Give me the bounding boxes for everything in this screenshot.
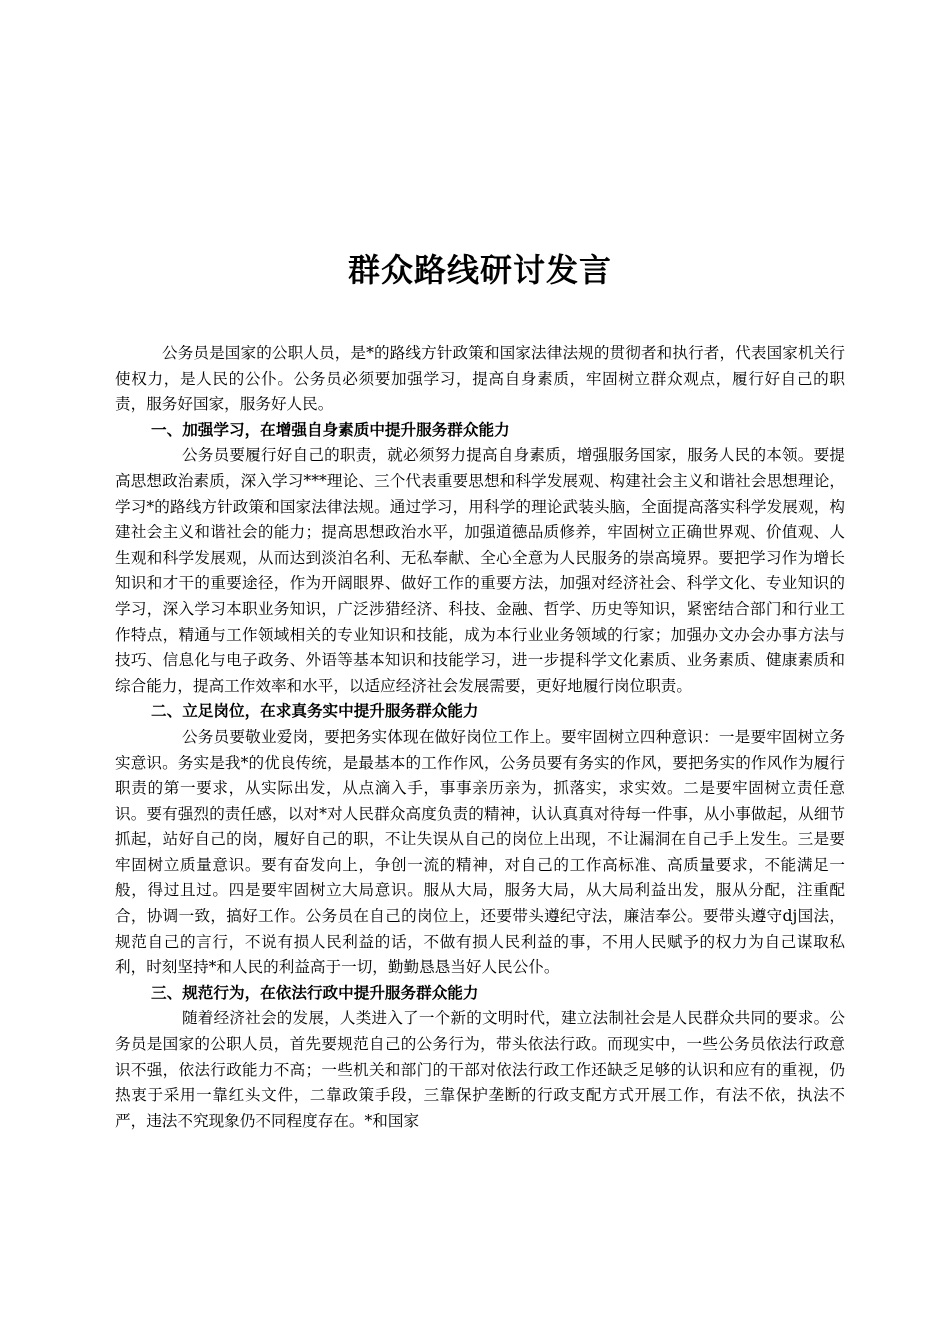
section-heading-2: 二、立足岗位，在求真务实中提升服务群众能力 (151, 702, 479, 721)
section-heading-1: 一、加强学习，在增强自身素质中提升服务群众能力 (151, 420, 510, 439)
document-body (115, 341, 845, 1134)
document-title: 群众路线研讨发言 (347, 251, 612, 289)
section-heading-3: 三、规范行为，在依法行政中提升服务群众能力 (151, 983, 479, 1002)
section-paragraph-1: 公务员要履行好自己的职责，就必须努力提高自身素质，增强服务国家，服务人民的本领。要提高思想政治素质，深入学习***理论、三个代表重要思想和科学发展观、构建社会主义和谐社会思想理论，学习*的路线方针政策和国家法律法规。通过学习，用科学的理论武装头脑，全面提高落实科学发展观，构建社会主义和谐社会的能力；提高思想政治水平，加强道德品质修养，牢固树立正确世界观、价值观、人生观和科学发展观，从而达到淡泊名利、无私奉献、全心全意为人民服务的崇高境界。要把学习作为增长知识和才干的重要途径，作为开阔眼界、做好工作的重要方法，加强对经济社会、科学文化、专业知识的学习，深入学习本职业务知识，广泛涉猎经济、科技、金融、哲学、历史等知识，紧密结合部门和行业工作特点，精通与工作领域相关的专业知识和技能，成为本行业业务领域的行家；加强办文办会办事方法与技巧、信息化与电子政务、外语等基本知识和技能学习，进一步提科学文化素质、业务素质、健康素质和综合能力，提高工作效率和水平，以适应经济社会发展需要，更好地履行岗位职责。 (115, 446, 845, 695)
intro-paragraph: 公务员是国家的公职人员，是*的路线方针政策和国家法律法规的贯彻者和执行者，代表国家机关行使权力，是人民的公仆。公务员必须要加强学习，提高自身素质，牢固树立群众观点，履行好自己的职责，服务好国家，服务好人民。 (115, 344, 845, 414)
section-paragraph-2: 公务员要敬业爱岗，要把务实体现在做好岗位工作上。要牢固树立四种意识：一是要牢固树立务实意识。务实是我*的优良传统，是最基本的工作作风，公务员要有务实的作风，要把务实的作风作为履行职责的第一要求，从实际出发，从点滴入手，事事亲历亲为，抓落实，求实效。二是要牢固树立责任意识。要有强烈的责任感，以对*对人民群众高度负责的精神，认认真真对待每一件事，从小事做起，从细节抓起，站好自己的岗，履好自己的职，不让失误从自己的岗位上出现，不让漏洞在自己手上发生。三是要牢固树立质量意识。要有奋发向上，争创一流的精神，对自己的工作高标准、高质量要求，不能满足一般，得过且过。四是要牢固树立大局意识。服从大局，服务大局，从大局利益出发，服从分配，注重配合，协调一致，搞好工作。公务员在自己的岗位上，还要带头遵纪守法，廉洁奉公。要带头遵守dj国法，规范自己的言行，不说有损人民利益的话，不做有损人民利益的事，不用人民赋予的权力为自己谋取私利，时刻坚持*和人民的利益高于一切，勤勤恳恳当好人民公仆。 (115, 727, 845, 977)
section-paragraph-3: 随着经济社会的发展，人类进入了一个新的文明时代，建立法制社会是人民群众共同的要求。公务员是国家的公职人员，首先要规范自己的公务行为，带头依法行政。而现实中，一些公务员依法行政意识不强，依法行政能力不高；一些机关和部门的干部对依法行政工作还缺乏足够的认识和应有的重视，仍热衷于采用一靠红头文件，二靠政策手段，三靠保护垄断的行政支配方式开展工作，有法不依，执法不严，违法不究现象仍不同程度存在。*和国家 (115, 1009, 845, 1130)
